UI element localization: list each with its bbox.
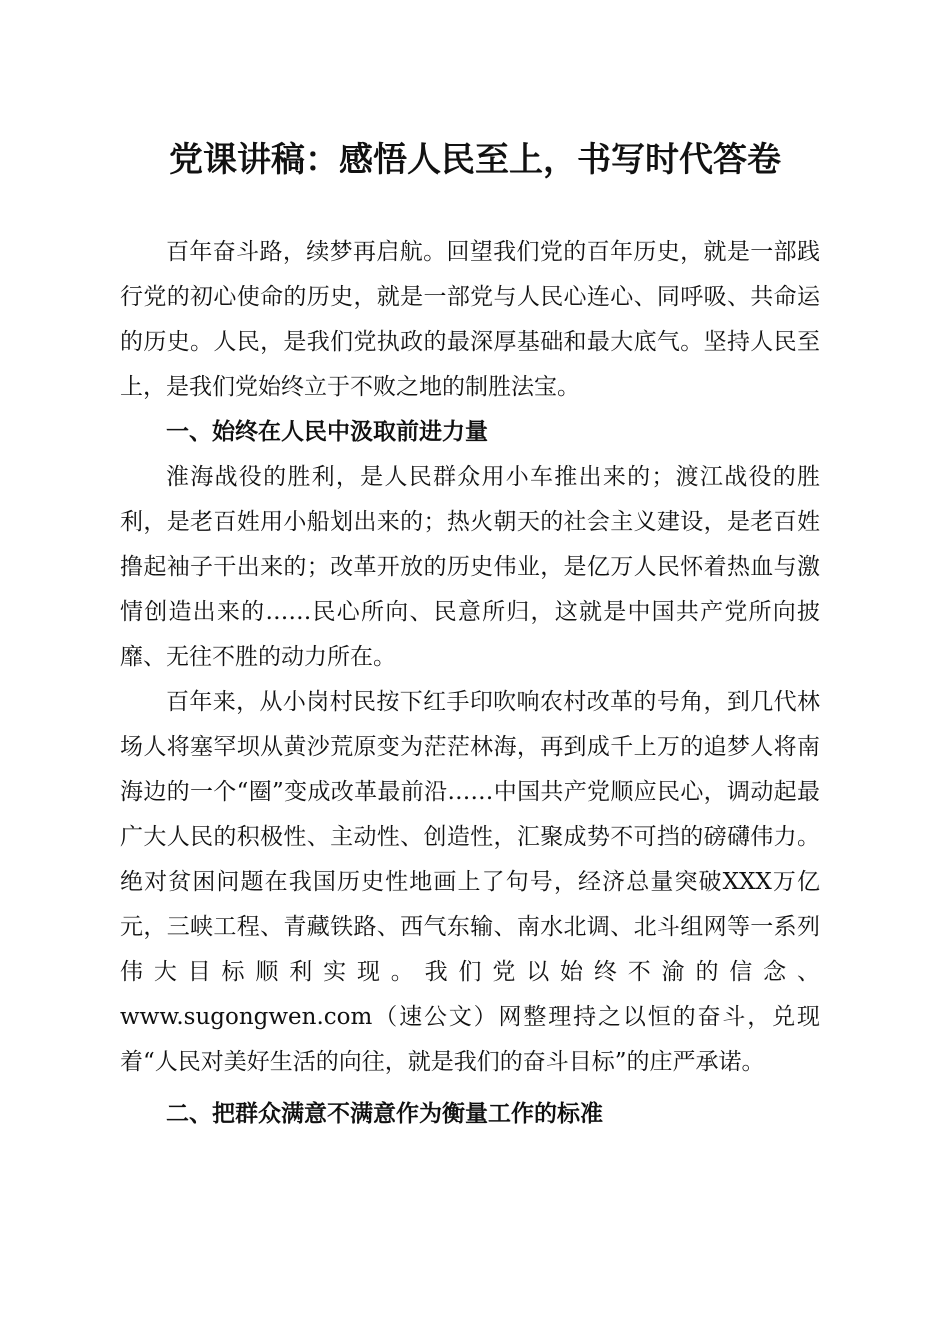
section-heading-2: 二、把群众满意不满意作为衡量工作的标准	[166, 1101, 603, 1127]
section-heading-1: 一、始终在人民中汲取前进力量	[166, 419, 488, 445]
document-body	[120, 230, 820, 1137]
intro-paragraph: 百年奋斗路，续梦再启航。回望我们党的百年历史，就是一部践行党的初心使命的历史，就是一部党与人民心连心、同呼吸、共命运的历史。人民，是我们党执政的最深厚基础和最大底气。坚持人民至上，是我们党始终立于不败之地的制胜法宝。	[120, 239, 820, 400]
section1-paragraph-2: 百年来，从小岗村民按下红手印吹响农村改革的号角，到几代林场人将塞罕坝从黄沙荒原变为茫茫林海，再到成千上万的追梦人将南海边的一个“圈”变成改革最前沿……中国共产党顺应民心，调动起最广大人民的积极性、主动性、创造性，汇聚成势不可挡的磅礴伟力。绝对贫困问题在我国历史性地画上了句号，经济总量突破XXX万亿元，三峡工程、青藏铁路、西气东输、南水北调、北斗组网等一系列伟大目标顺利实现。我们党以始终不渝的信念、www.sugongwen.com（速公文）网整理持之以恒的奋斗，兑现着“人民对美好生活的向往，就是我们的奋斗目标”的庄严承诺。	[120, 689, 820, 1075]
document-title: 党课讲稿：感悟人民至上，书写时代答卷	[169, 140, 781, 180]
section1-paragraph-1: 淮海战役的胜利，是人民群众用小车推出来的；渡江战役的胜利，是老百姓用小船划出来的；热火朝天的社会主义建设，是老百姓撸起袖子干出来的；改革开放的历史伟业，是亿万人民怀着热血与激情创造出来的……民心所向、民意所归，这就是中国共产党所向披靡、无往不胜的动力所在。	[120, 464, 820, 670]
